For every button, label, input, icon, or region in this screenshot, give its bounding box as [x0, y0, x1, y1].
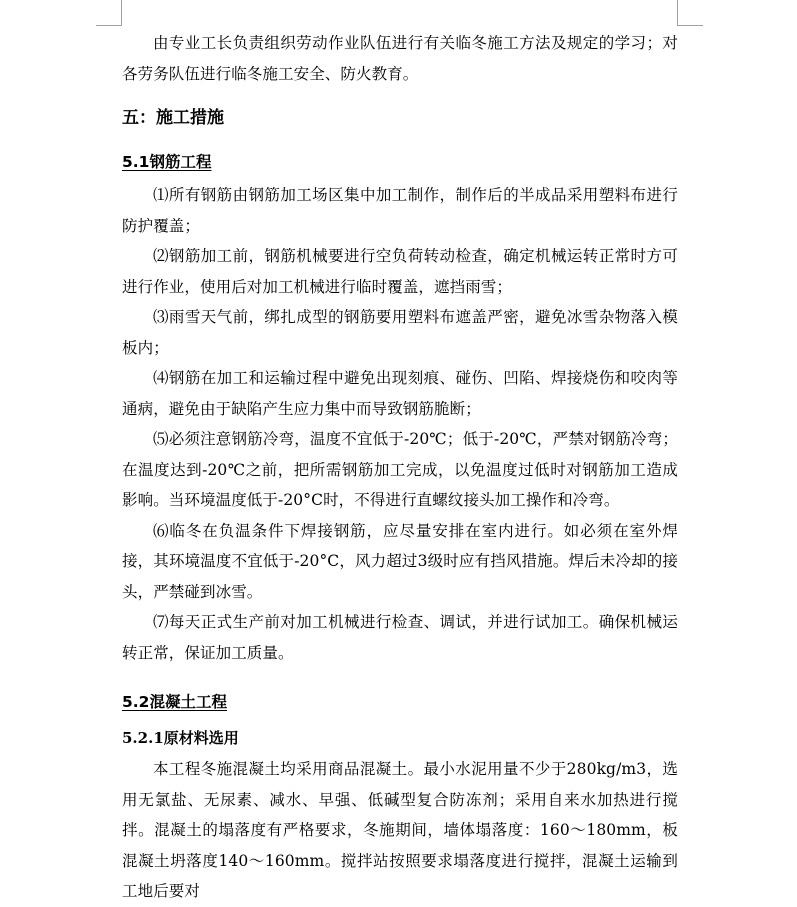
rebar-items-block	[122, 180, 678, 668]
section-5-2-1-heading: 5.2.1原材料选用	[122, 729, 239, 747]
intro-paragraph: 由专业工长负责组织劳动作业队伍进行有关临冬施工方法及规定的学习；对各劳务队伍进行临冬施工安全、防火教育。	[122, 34, 678, 83]
rebar-item-2: ⑵钢筋加工前，钢筋机械要进行空负荷转动检查，确定机械运转正常时方可进行作业，使用后对加工机械进行临时覆盖，遮挡雨雪；	[122, 247, 678, 296]
page-corner-mark-right-h	[677, 25, 703, 26]
rebar-item-4: ⑷钢筋在加工和运输过程中避免出现刻痕、碰伤、凹陷、焊接烧伤和咬肉等通病，避免由于缺陷产生应力集中而导致钢筋脆断；	[122, 369, 678, 418]
rebar-item-6: ⑹临冬在负温条件下焊接钢筋，应尽量安排在室内进行。如必须在室外焊接，其环境温度不宜低于-20°C，风力超过3级时应有挡风措施。焊后未冷却的接头，严禁碰到冰雪。	[122, 521, 678, 601]
page-corner-mark-right-v	[677, 0, 678, 26]
page-corner-mark-left-h	[96, 25, 122, 26]
rebar-item-5: ⑸必须注意钢筋冷弯，温度不宜低于-20℃；低于-20℃，严禁对钢筋冷弯；在温度达到-20℃之前，把所需钢筋加工完成，以免温度过低时对钢筋加工造成影响。当环境温度低于-20°C时，不得进行直螺纹接头加工操作和冷弯。	[122, 430, 678, 509]
concrete-materials-paragraph: 本工程冬施混凝土均采用商品混凝土。最小水泥用量不少于280kg/m3，选用无氯盐、无尿素、减水、早强、低碱型复合防冻剂；采用自来水加热进行搅拌。混凝土的塌落度有严格要求，冬施期间，墙体塌落度：160～180mm，板混凝土坍落度140～160mm。搅拌站按照要求塌落度进行搅拌，混凝土运输到工地后要对	[122, 760, 678, 900]
section-5-heading: 五：施工措施	[122, 108, 224, 128]
intro-paragraph-block	[122, 28, 678, 89]
concrete-paragraph-block	[122, 754, 678, 907]
page-corner-mark-left-v	[121, 0, 122, 26]
rebar-item-1: ⑴所有钢筋由钢筋加工场区集中加工制作，制作后的半成品采用塑料布进行防护覆盖；	[122, 186, 678, 235]
section-5-2-heading: 5.2混凝土工程	[122, 693, 227, 711]
rebar-item-7: ⑺每天正式生产前对加工机械进行检查、调试，并进行试加工。确保机械运转正常，保证加工质量。	[122, 613, 678, 662]
rebar-item-3: ⑶雨雪天气前，绑扎成型的钢筋要用塑料布遮盖严密，避免冰雪杂物落入模板内；	[122, 308, 678, 357]
section-5-1-heading: 5.1钢筋工程	[122, 153, 212, 171]
